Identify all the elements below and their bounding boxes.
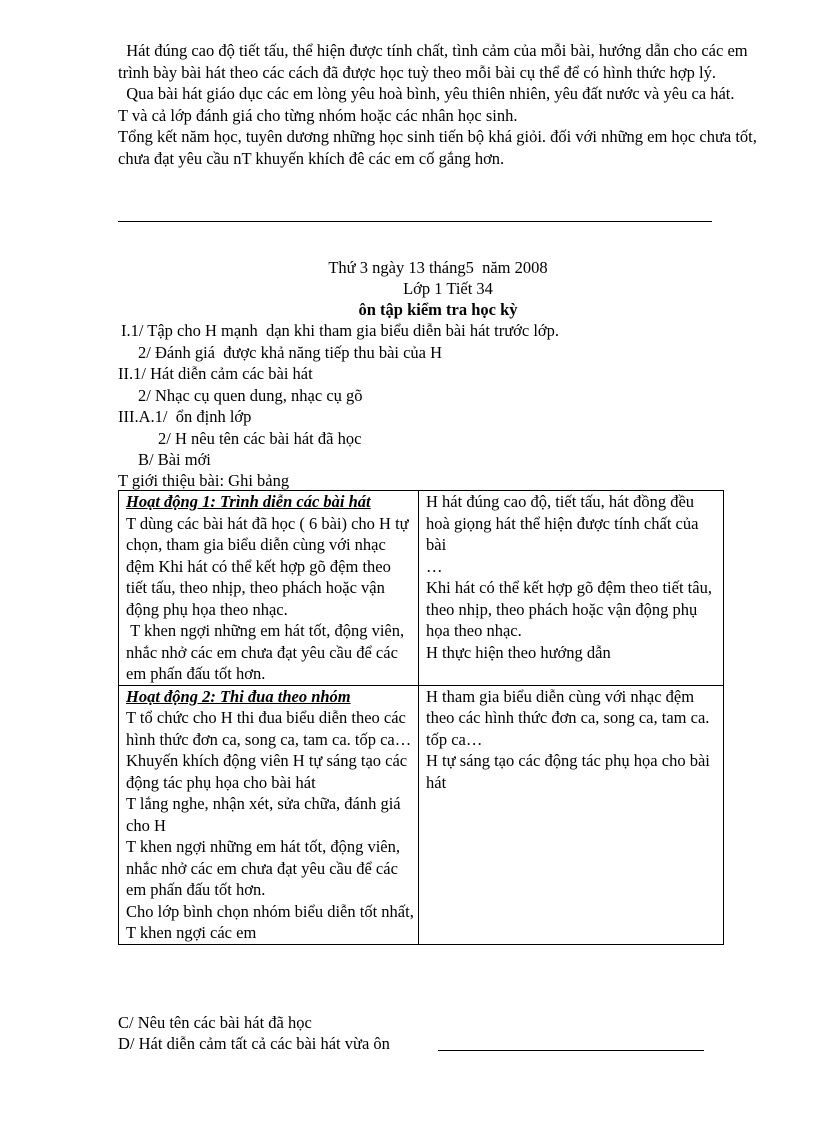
activity1-teacher-cell — [119, 491, 419, 686]
cell-paragraph: T lắng nghe, nhận xét, sửa chữa, đánh giá cho H — [126, 794, 401, 835]
closing-item: D/ Hát diễn cảm tất cả các bài hát vừa ôn — [118, 1034, 390, 1053]
activity2-heading: Hoạt động 2: Thi đua theo nhóm — [126, 686, 351, 706]
outline-item: B/ Bài mới — [138, 450, 211, 469]
intro-paragraph: Tổng kết năm học, tuyên dương những học sinh tiến bộ khá giỏi. đối với những em học chưa tốt, chưa đạt yêu cầu nT khuyến khích đê các em cố gắng hơn. — [118, 127, 757, 168]
outline-item: 2/ Nhạc cụ quen dung, nhạc cụ gõ — [138, 386, 363, 405]
cell-paragraph: H hát đúng cao độ, tiết tấu, hát đồng đều hoà giọng hát thể hiện được tính chất của bài — [426, 492, 699, 554]
cell-paragraph: Cho lớp bình chọn nhóm biểu diễn tốt nhất, T khen ngợi các em — [126, 901, 414, 942]
outline-item: 2/ H nêu tên các bài hát đã học — [158, 429, 362, 448]
lesson-date: Thứ 3 ngày 13 tháng5 năm 2008 — [328, 258, 548, 277]
outline-item: III.A.1/ ổn định lớp — [118, 407, 252, 426]
lesson-class: Lớp 1 Tiết 34 — [403, 279, 493, 298]
cell-paragraph: T tổ chức cho H thi đua biểu diễn theo các hình thức đơn ca, song ca, tam ca. tốp ca… — [126, 708, 412, 749]
cell-paragraph: T khen ngợi những em hát tốt, động viên, nhắc nhở các em chưa đạt yêu cầu để các em phấn đấu tốt hơn. — [126, 837, 400, 899]
cell-paragraph: H tự sáng tạo các động tác phụ họa cho bài hát — [426, 751, 710, 792]
closing-underline — [438, 1050, 704, 1051]
activity1-heading: Hoạt động 1: Trình diễn các bài hát — [126, 492, 371, 511]
activities-table — [118, 490, 724, 945]
table-row — [119, 491, 724, 686]
intro-section — [118, 40, 758, 169]
outline-item: 2/ Đánh giá được khả năng tiếp thu bài của H — [138, 343, 443, 362]
intro-paragraph: Qua bài hát giáo dục các em lòng yêu hoà bình, yêu thiên nhiên, yêu đất nước và yêu ca hát. — [118, 84, 735, 103]
closing-item: C/ Nêu tên các bài hát đã học — [118, 1013, 312, 1032]
section-divider — [118, 221, 712, 222]
intro-paragraph: T và cả lớp đánh giá cho từng nhóm hoặc các nhân học sinh. — [118, 105, 518, 125]
outline-item: II.1/ Hát diễn cảm các bài hát — [118, 364, 313, 383]
cell-paragraph: T khen ngợi những em hát tốt, động viên, nhắc nhở các em chưa đạt yêu cầu để các em phấn đấu tốt hơn. — [126, 621, 409, 683]
cell-paragraph: … — [426, 556, 443, 576]
cell-paragraph: H tham gia biểu diễn cùng với nhạc đệm theo các hình thức đơn ca, song ca, tam ca. tốp ca… — [426, 686, 710, 749]
activity2-student-cell — [419, 685, 724, 944]
outline-item: T giới thiệu bài: Ghi bảng — [118, 471, 290, 490]
cell-paragraph: T dùng các bài hát đã học ( 6 bài) cho H tự chọn, tham gia biểu diễn cùng với nhạc đệm Khi hát có thể kết hợp gõ đệm theo tiết tấu, theo nhịp, theo phách hoặc vận động phụ họa theo nhạc. — [126, 513, 409, 619]
lesson-title: ôn tập kiểm tra học kỳ — [358, 300, 518, 319]
activity2-teacher-cell — [119, 685, 419, 944]
cell-paragraph: H thực hiện theo hướng dẫn — [426, 642, 611, 662]
cell-paragraph: Khuyến khích động viên H tự sáng tạo các động tác phụ họa cho bài hát — [126, 751, 408, 792]
intro-paragraph: Hát đúng cao độ tiết tấu, thể hiện được tính chất, tình cảm của mỗi bài, hướng dẫn cho các em trình bày bài hát theo các cách đã được học tuỳ theo mỗi bài cụ thể để có hình thức hợp lý. — [118, 41, 752, 82]
activity1-student-cell — [419, 491, 724, 686]
table-row — [119, 685, 724, 944]
cell-paragraph: Khi hát có thể kết hợp gõ đệm theo tiết tâu, theo nhịp, theo phách hoặc vận động phụ họa theo nhạc. — [426, 578, 712, 640]
outline-item: I.1/ Tập cho H mạnh dạn khi tham gia biểu diễn bài hát trước lớp. — [121, 321, 560, 340]
